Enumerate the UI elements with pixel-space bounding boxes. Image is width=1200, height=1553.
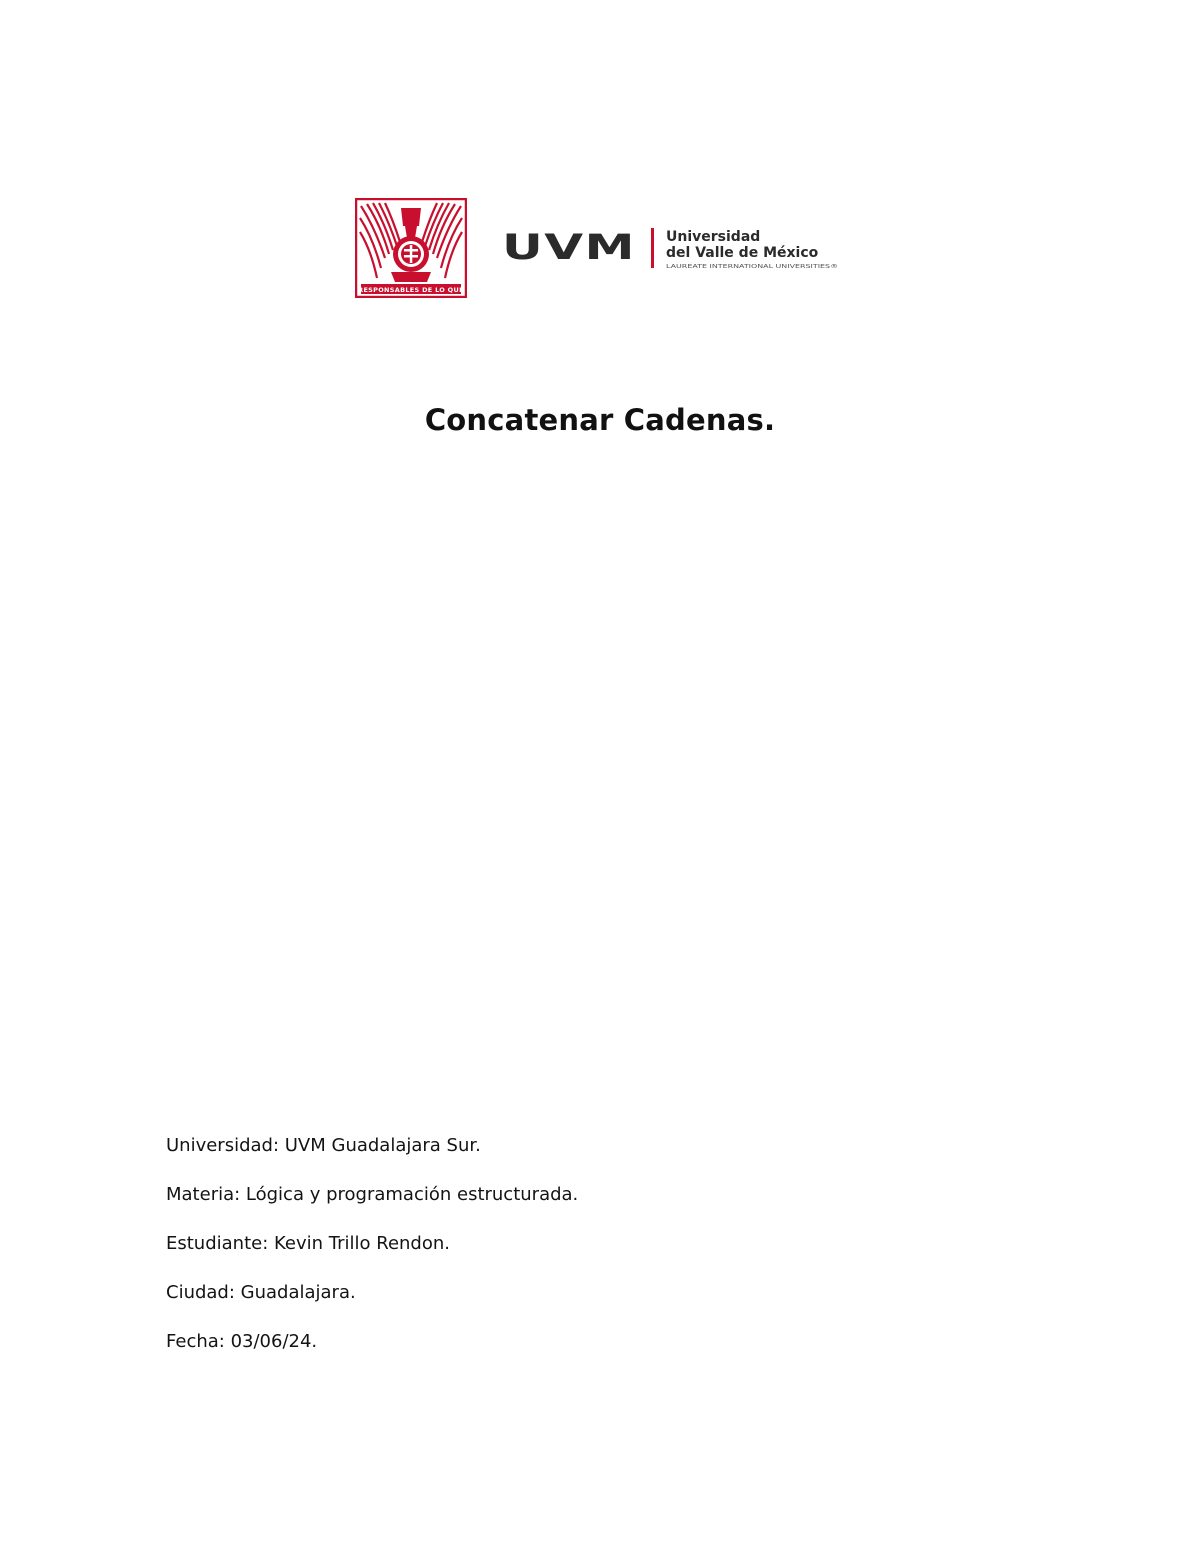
uvm-wordmark	[502, 232, 638, 262]
seal-motto: RESPONSABLES DE LO QUE	[358, 286, 464, 294]
document-info-list	[166, 1135, 966, 1380]
info-subject: Materia: Lógica y programación estructurada.	[166, 1184, 579, 1205]
uvm-divider	[651, 228, 654, 268]
header-logos	[355, 198, 845, 298]
uvm-tagline: LAUREATE INTERNATIONAL UNIVERSITIES®	[666, 264, 779, 270]
info-city: Ciudad: Guadalajara.	[166, 1282, 356, 1303]
university-seal-icon	[355, 198, 467, 298]
document-title: Concatenar Cadenas.	[424, 403, 776, 438]
uvm-name	[666, 228, 846, 272]
info-date: Fecha: 03/06/24.	[166, 1331, 318, 1352]
svg-text:UVM: UVM	[502, 232, 636, 262]
info-student: Estudiante: Kevin Trillo Rendon.	[166, 1233, 451, 1254]
uvm-name-line2: del Valle de México	[666, 245, 819, 261]
uvm-name-line1: Universidad	[666, 229, 761, 245]
uvm-logo-icon	[502, 228, 842, 272]
info-university: Universidad: UVM Guadalajara Sur.	[166, 1135, 481, 1156]
